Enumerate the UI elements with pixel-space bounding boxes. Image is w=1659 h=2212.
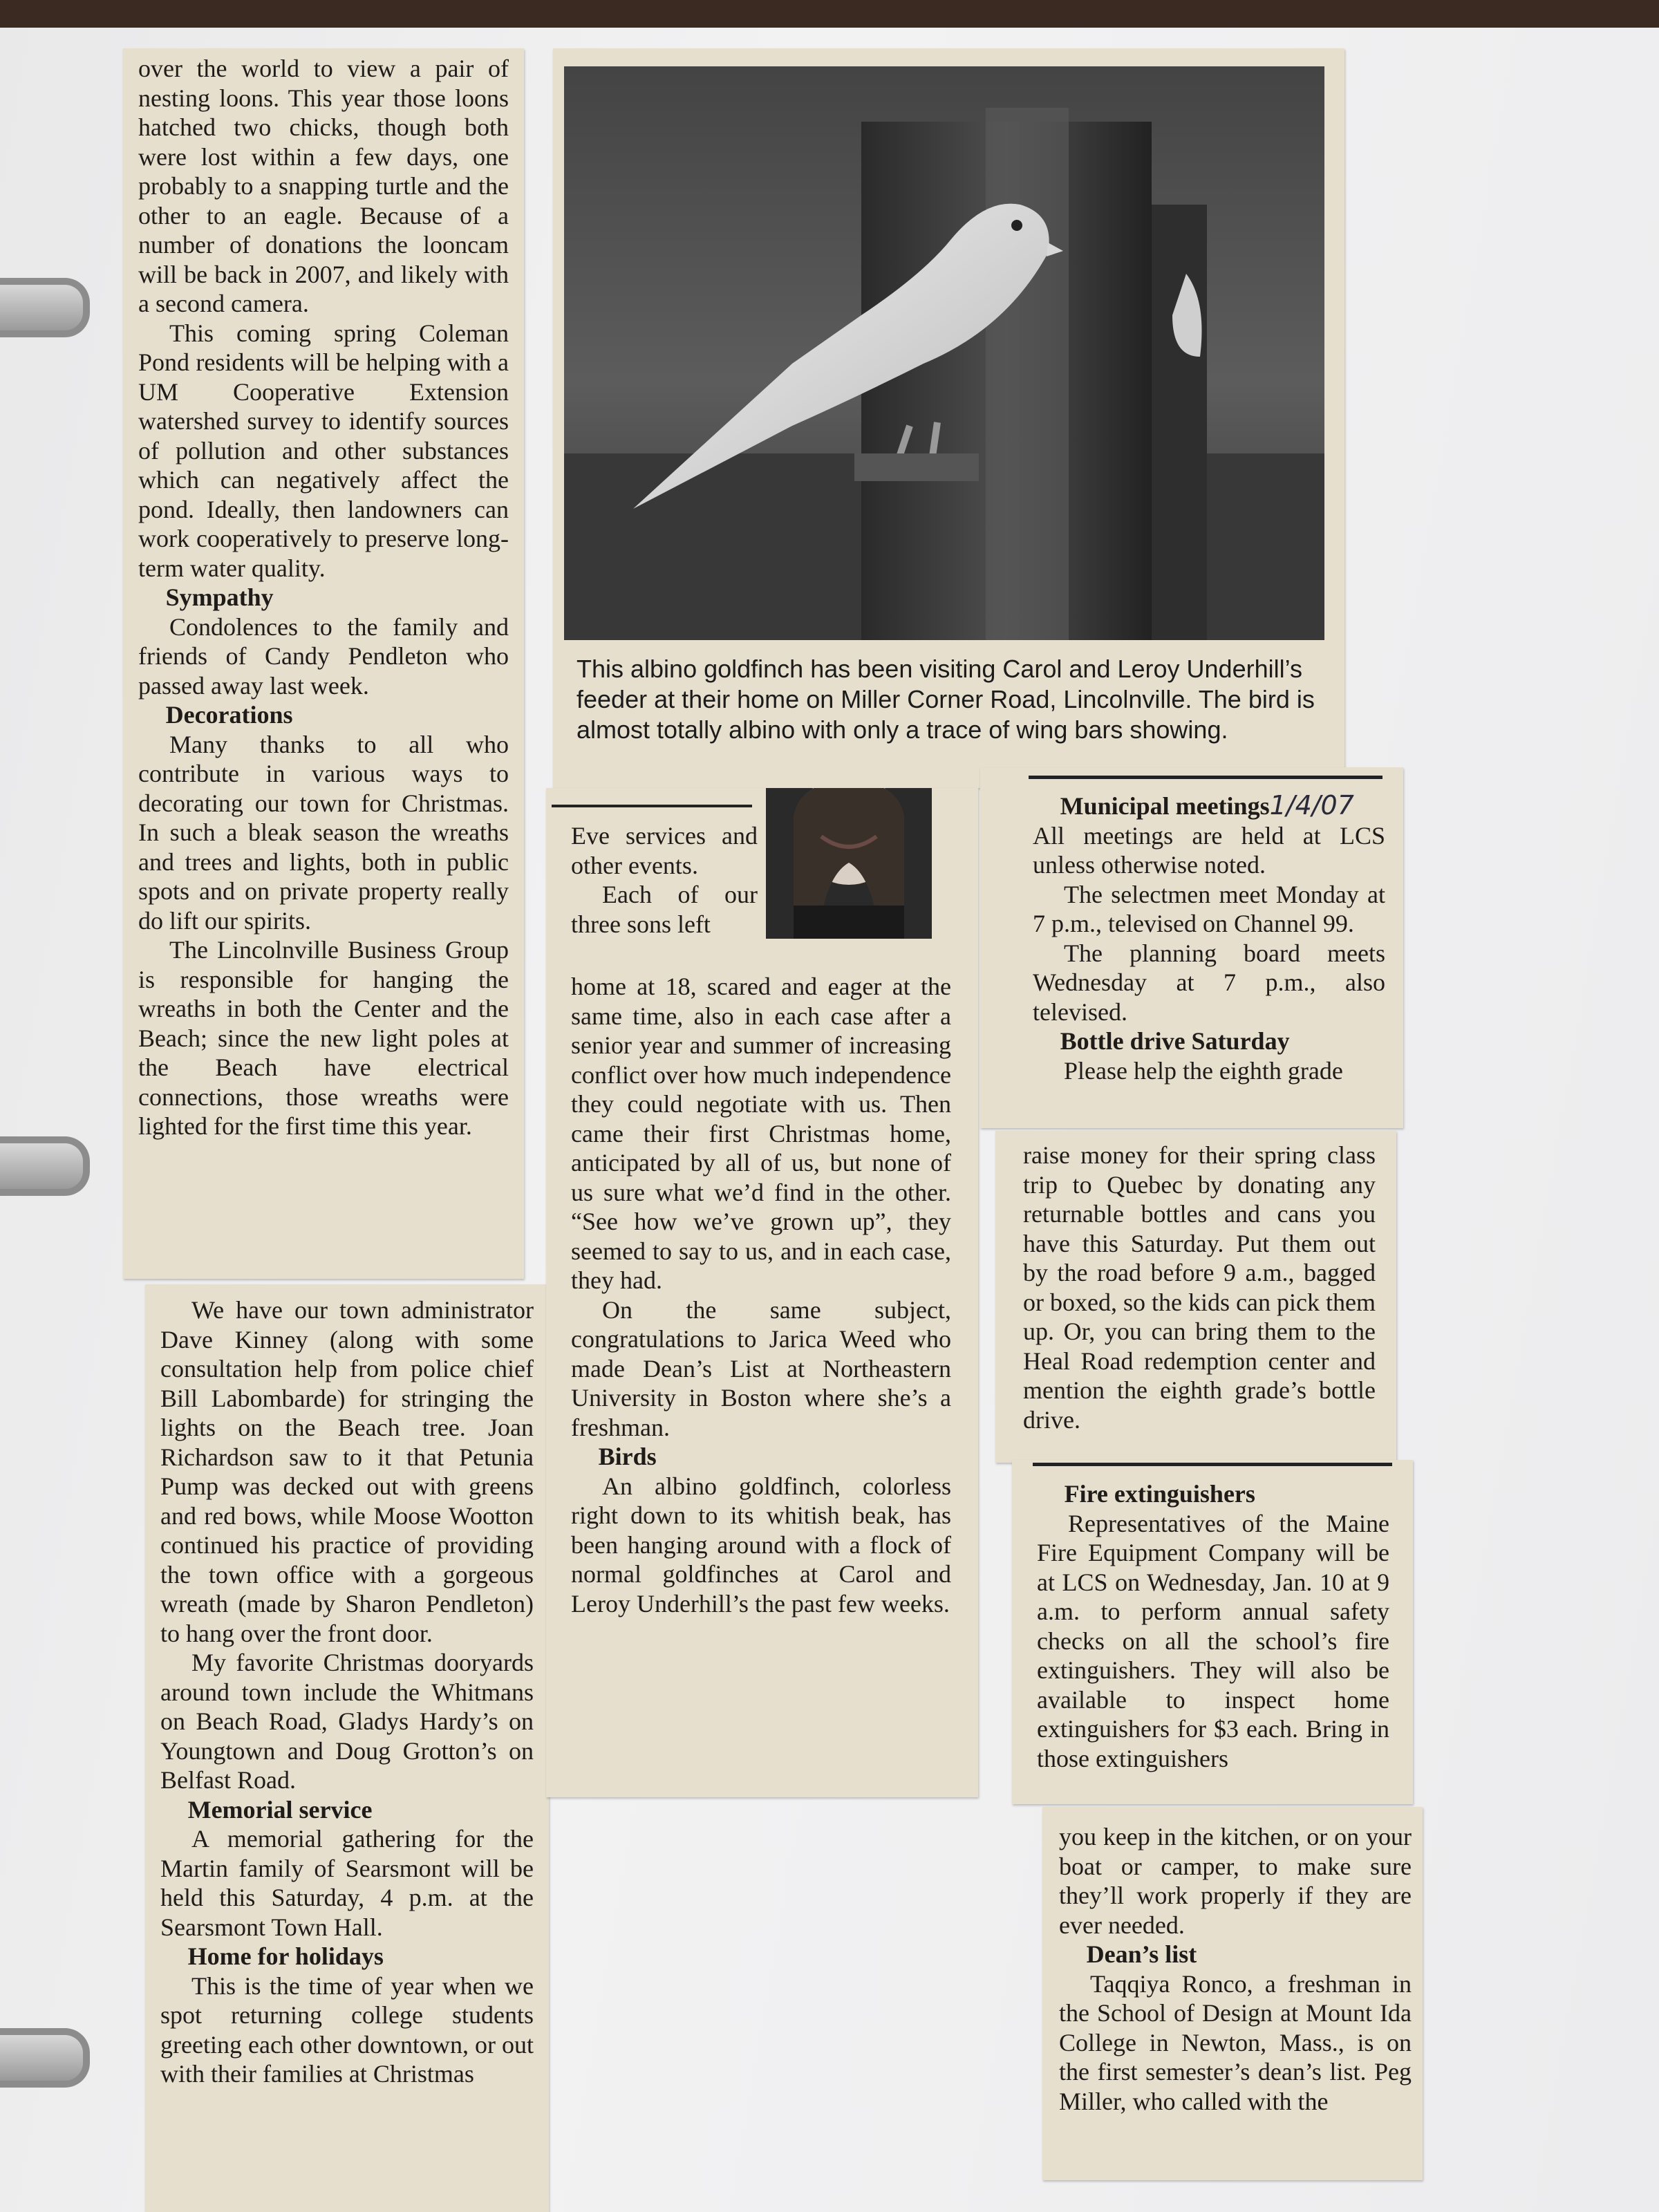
- bottle-drive-text: [1023, 1141, 1376, 1434]
- article-paragraph: The selectmen meet Monday at 7 p.m., televised on Channel 99.: [1033, 880, 1385, 937]
- columnist-portrait: [766, 788, 932, 939]
- binder-ring: [0, 1136, 90, 1196]
- municipal-meetings-text: [1033, 821, 1385, 1086]
- article-paragraph: Please help the eighth grade: [1064, 1056, 1343, 1085]
- article-paragraph: Many thanks to all who contribute in various ways to decorating our town for Christmas. In such a bleak season the wreaths and trees and lights, both in public spots and on private property really do lift our spirits.: [138, 730, 509, 935]
- article-paragraph: This coming spring Coleman Pond residents will be helping with a UM Cooperative Extension watershed survey to identify sources of pollution and other substances which can negatively affect the pond. Ideally, then landowners can work cooperatively to preserve long-term water quality.: [138, 319, 509, 582]
- deans-list-text: [1059, 1822, 1412, 2116]
- municipal-meetings-heading: [1033, 791, 1385, 821]
- clipping-column1-top: [123, 48, 524, 1279]
- column1-top-text: [138, 54, 509, 1141]
- binder-ring: [0, 2028, 90, 2088]
- article-paragraph: Condolences to the family and friends of Candy Pendleton who passed away last week.: [138, 612, 509, 700]
- column3-rule: [1029, 776, 1382, 779]
- section-heading: Birds: [598, 1443, 657, 1470]
- goldfinch-photo-image: [564, 66, 1324, 640]
- column2-text: [571, 972, 951, 1618]
- photo-clipping: [553, 48, 1344, 788]
- article-paragraph: you keep in the kitchen, or on your boat or camper, to make sure they’ll work properly if they are ever needed.: [1059, 1823, 1412, 1939]
- article-paragraph: home at 18, scared and eager at the same time, also in each case after a senior year and summer of increasing conflict over how much independence they could negotiate with us. Then came their first Christmas home, anticipated by all of us, but none of us sure what we’d find in the other. “See how we’ve grown up”, they seemed to say to us, and in each case, they had.: [571, 973, 951, 1294]
- clipping-municipal-meetings: [980, 767, 1403, 1128]
- clipping-fire-extinguishers: [1012, 1460, 1413, 1804]
- clipping-deans-list: [1042, 1807, 1423, 2180]
- section-heading: Dean’s list: [1086, 1940, 1197, 1968]
- binder-ring: [0, 278, 90, 337]
- article-paragraph: The planning board meets Wednesday at 7 p.m., also televised.: [1033, 939, 1385, 1026]
- article-paragraph: raise money for their spring class trip to Quebec by donating any returnable bottles and cans you have this Saturday. Put them out by the road before 9 a.m., bagged or boxed, so the kids can pick them up. Or, you can bring them to the Heal Road redemption center and mention the eighth grade’s bottle drive.: [1023, 1141, 1376, 1434]
- section-heading: Decorations: [165, 701, 293, 729]
- article-paragraph: On the same subject, congratulations to Jarica Weed who made Dean’s List at Northeastern University in Boston where she’s a freshman.: [571, 1295, 951, 1441]
- clipping-column1-bottom: [145, 1284, 549, 2212]
- column3-rule-2: [1033, 1463, 1392, 1466]
- column2-top-text: [571, 821, 758, 939]
- article-paragraph: A memorial gathering for the Martin family of Searsmont will be held this Saturday, 4 p.m. at the Searsmont Town Hall.: [160, 1825, 534, 1941]
- section-heading: Home for holidays: [187, 1942, 384, 1970]
- article-paragraph: Representatives of the Maine Fire Equipment Company will be at LCS on Wednesday, Jan. 10 at 9 a.m. to perform annual safety checks on all the school’s fire extinguishers. They will also be available to inspect home extinguishers for $3 each. Bring in those extinguishers: [1037, 1509, 1389, 1772]
- section-heading: Sympathy: [165, 583, 274, 611]
- municipal-meetings-heading-text: Municipal meetings: [1060, 792, 1270, 820]
- columnist-photo-image: [766, 788, 932, 939]
- article-paragraph: An albino goldfinch, colorless right down to its whitish beak, has been hanging around with a flock of normal goldfinches at Carol and Leroy Underhill’s the past few weeks.: [571, 1472, 951, 1618]
- article-paragraph: Each of our three sons left: [571, 881, 758, 938]
- column1-bottom-text: [160, 1295, 534, 2089]
- municipal-meetings-block: [1033, 791, 1385, 1085]
- article-paragraph: Eve services and other events.: [571, 822, 758, 879]
- fire-extinguishers-text: [1037, 1479, 1389, 1773]
- photo-caption: This albino goldfinch has been visiting Carol and Leroy Underhill’s feeder at their home on Miller Corner Road, Lincolnville. The bird is almost totally albino with only a trace of wing bars showing.: [577, 655, 1315, 744]
- albino-goldfinch-photo: [564, 66, 1324, 640]
- article-paragraph: The Lincolnville Business Group is responsible for hanging the wreaths in both the Center and the Beach; since the new light poles at the Beach have electrical connections, those wreaths were lighted for the first time this year.: [138, 936, 509, 1140]
- article-paragraph: This is the time of year when we spot returning college students greeting each other downtown, or out with their families at Christmas: [160, 1971, 534, 2088]
- article-paragraph: Taqqiya Ronco, a freshman in the School of Design at Mount Ida College in Newton, Mass., is on the first semester’s dean’s list. Peg Miller, who called with the: [1059, 1969, 1412, 2115]
- article-paragraph: We have our town administrator Dave Kinney (along with some consultation help from police chief Bill Labombarde) for stringing the lights on the Beach tree. Joan Richardson saw to it that Petunia Pump was decked out with greens and red bows, while Moose Wootton continued his practice of providing the town office with a gorgeous wreath (made by Sharon Pendleton) to hang over the front door.: [160, 1296, 534, 1647]
- article-paragraph: All meetings are held at LCS unless otherwise noted.: [1033, 821, 1385, 879]
- article-paragraph: My favorite Christmas dooryards around town include the Whitmans on Beach Road, Gladys Hardy’s on Youngtown and Doug Grotton’s on Belfast Road.: [160, 1649, 534, 1794]
- clipping-column2: [546, 788, 978, 1797]
- handwritten-date: 1/4/07: [1269, 790, 1354, 821]
- clipping-bottle-drive: [995, 1131, 1396, 1463]
- section-heading: Fire extinguishers: [1064, 1480, 1255, 1508]
- column2-rule: [552, 805, 752, 807]
- section-heading: Bottle drive Saturday: [1060, 1027, 1290, 1055]
- section-heading: Memorial service: [187, 1795, 373, 1824]
- article-paragraph: over the world to view a pair of nesting loons. This year those loons hatched two chicks, though both were lost within a few days, one probably to a snapping turtle and the other to an eagle. Because of a number of donations the looncam will be back in 2007, and likely with a second camera.: [138, 55, 509, 317]
